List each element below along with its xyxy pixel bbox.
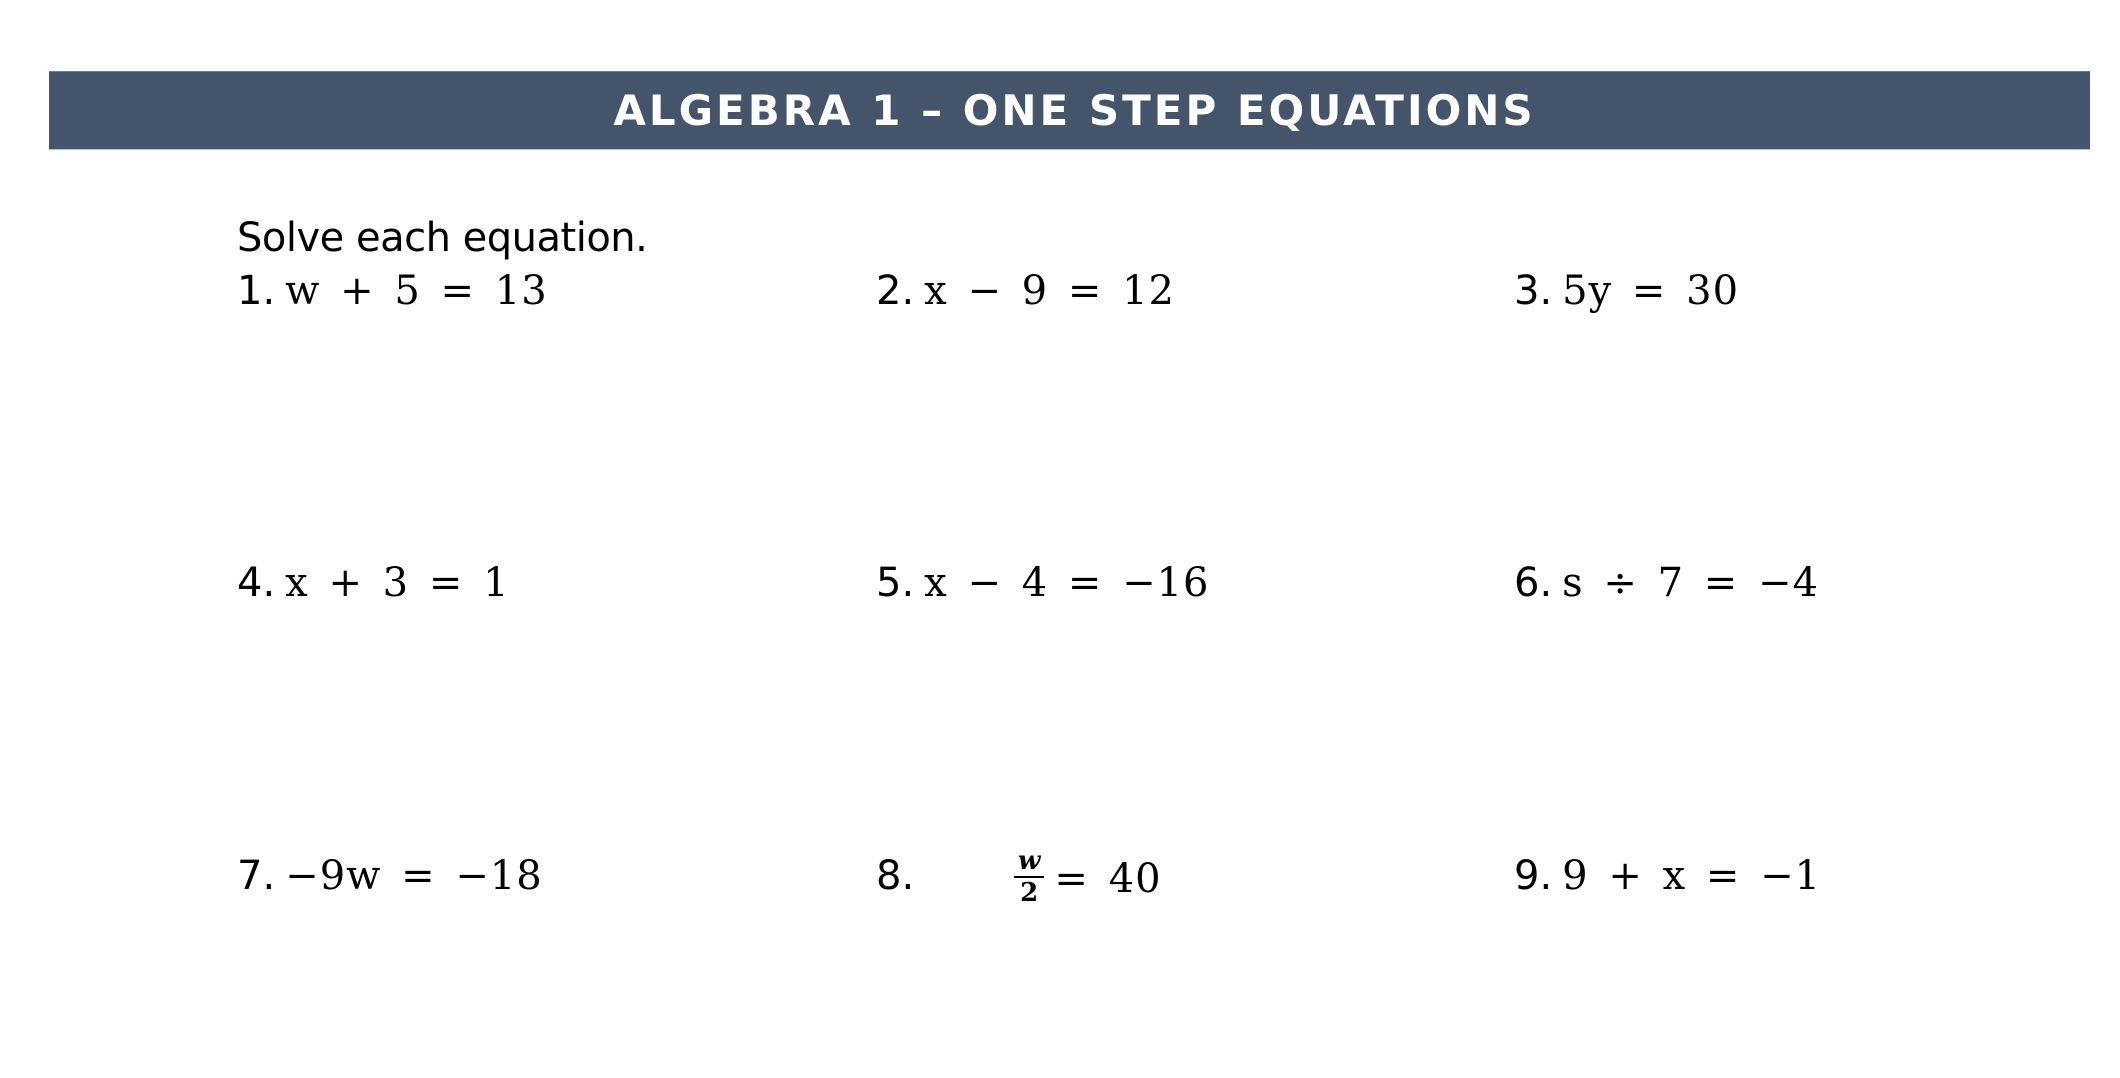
worksheet-title: ALGEBRA 1 – ONE STEP EQUATIONS bbox=[613, 86, 1536, 135]
problem-number: 5. bbox=[876, 560, 915, 606]
problem-number: 6. bbox=[1514, 560, 1553, 606]
problem-number: 8. bbox=[876, 853, 915, 899]
problem-4 bbox=[237, 560, 510, 620]
instructions-text: Solve each equation. bbox=[237, 215, 648, 261]
problem-number: 9. bbox=[1514, 853, 1553, 899]
problem-equation: s ÷ 7 = −4 bbox=[1562, 560, 1820, 606]
problem-number: 3. bbox=[1514, 268, 1553, 314]
problem-number: 2. bbox=[876, 268, 915, 314]
title-banner bbox=[49, 71, 2090, 150]
problem-equation: −9w = −18 bbox=[285, 853, 543, 899]
problem-3 bbox=[1514, 268, 1739, 328]
problem-equation: 9 + x = −1 bbox=[1562, 853, 1822, 899]
problem-7 bbox=[237, 853, 543, 913]
problem-number: 7. bbox=[237, 853, 276, 899]
problem-6 bbox=[1514, 560, 1819, 620]
problem-equation: x − 4 = −16 bbox=[924, 560, 1210, 606]
problem-equation: 5y = 30 bbox=[1562, 268, 1740, 314]
problem-equation: x − 9 = 12 bbox=[924, 268, 1175, 314]
problem-equation: w + 5 = 13 bbox=[285, 268, 548, 314]
fraction-numerator: w bbox=[1014, 846, 1044, 878]
problem-5 bbox=[876, 560, 1209, 620]
problem-8 bbox=[876, 853, 924, 913]
fraction-denominator: 2 bbox=[1020, 878, 1039, 908]
problem-1 bbox=[237, 268, 548, 328]
problem-2 bbox=[876, 268, 1175, 328]
fraction bbox=[1014, 846, 1044, 908]
problem-9 bbox=[1514, 853, 1821, 913]
problem-equation-rhs: = 40 bbox=[1054, 856, 1162, 902]
problem-number: 1. bbox=[237, 268, 276, 314]
problem-equation: x + 3 = 1 bbox=[285, 560, 510, 606]
problem-8-equation bbox=[1014, 848, 1162, 910]
problem-number: 4. bbox=[237, 560, 276, 606]
